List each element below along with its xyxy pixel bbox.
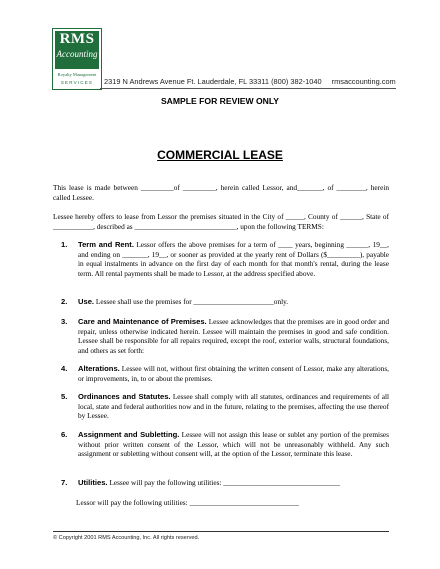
clause-number: 7. (61, 478, 68, 487)
clause-text: Lessee will pay the following utilities: ________________________________ (107, 478, 341, 487)
clause-number: 6. (61, 430, 68, 439)
clause-number: 1. (61, 240, 68, 249)
company-logo (52, 28, 102, 90)
logo-line1: Royalty Management (57, 72, 97, 77)
clause-text: Lessor offers the above premises for a term of ____ years, beginning ______, 19__, and ending on _______, 19__, or sooner as provided at the yearly rent of Dollars ($_________), payable in equal instalments in advance on the first day of each month for that month's rental, during the lease term. All rental payments shall be made to Lessor, at the address specified above. (78, 240, 389, 278)
clause-text: Lessee acknowledges that the premises are in good order and repair, unless otherwise indicated herein. Lessee will maintain the premises in good and safe condition. Lessee shall be responsible for all repairs required, except the roof, exterior walls, structural foundations, and others as set forth: (78, 317, 389, 355)
clause-text: Lessee shall comply with all statutes, ordinances and requirements of all local, state and federal authorities now and in the future, relating to the premises, affecting the use thereof by Lessee. (78, 392, 390, 420)
clause-assignment-subletting (61, 430, 389, 459)
company-website: rmsaccounting.com (331, 77, 396, 86)
clause-ordinances-statutes (61, 392, 389, 421)
copyright-footer: © Copyright 2001 RMS Accounting, Inc. All rights reserved. (53, 535, 200, 541)
clause-heading: Ordinances and Statutes. (78, 392, 171, 401)
clause-text: Lessee will not, without first obtaining the written consent of Lessor, make any alterations, or improvements, in, to or about the premises. (78, 364, 389, 383)
logo-line2: SERVICES (60, 80, 94, 85)
clause-heading: Assignment and Subletting. (78, 430, 180, 439)
clause-alterations (61, 364, 389, 383)
header-contact (104, 77, 396, 86)
clause-utilities (61, 478, 389, 488)
clause-heading: Alterations. (78, 364, 120, 373)
clause-number: 5. (61, 392, 68, 401)
clause-text: Lessee shall use the premises for ______________________only. (94, 297, 289, 306)
clause-number: 3. (61, 317, 68, 326)
clause-heading: Use. (78, 297, 95, 306)
sample-label: SAMPLE FOR REVIEW ONLY (160, 96, 280, 106)
logo-mark: RMS (59, 31, 95, 47)
clause-term-and-rent (61, 240, 389, 278)
logo-script: Accounting (56, 49, 98, 59)
clause-care-maintenance (61, 317, 389, 355)
header-divider (100, 88, 396, 89)
clause-text: Lessee will not assign this lease or sublet any portion of the premises without prior written consent of the Lessor, which will not be unreasonably withheld. Any such assignment or subletting without consent will, at the option of the Lessor, terminate this lease. (78, 430, 389, 458)
clause-heading: Term and Rent. (78, 240, 134, 249)
clause-heading: Care and Maintenance of Premises. (78, 317, 207, 326)
clause-number: 2. (61, 297, 68, 306)
document-title: COMMERCIAL LEASE (157, 148, 283, 162)
footer-divider (53, 531, 389, 532)
intro-paragraph: This lease is made between _________of _________, herein called Lessor, and_______, of ________, herein called Lessee. (53, 183, 389, 202)
offer-paragraph: Lessee hereby offers to lease from Lessor the premises situated in the City of _____, County of ______, State of ___________, described as ____________________________, upon the following TERMS: (53, 212, 389, 231)
clause-use (61, 297, 389, 307)
clause-heading: Utilities. (78, 478, 108, 487)
lessor-utilities-line: Lessor will pay the following utilities: ______________________________ (76, 498, 299, 507)
company-address: 2319 N Andrews Avenue Ft. Lauderdale, FL 33311 (800) 382-1040 (104, 77, 322, 86)
clause-number: 4. (61, 364, 68, 373)
